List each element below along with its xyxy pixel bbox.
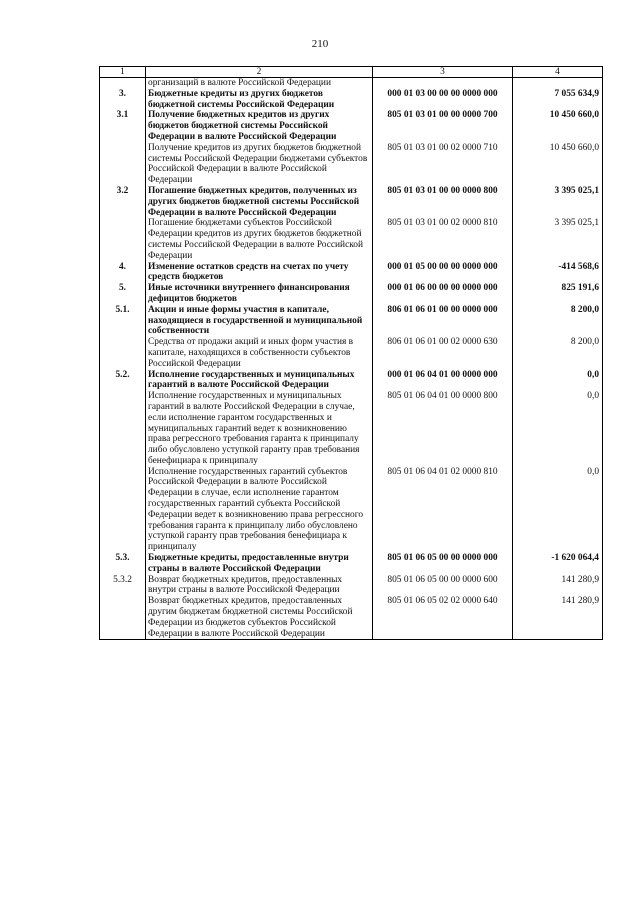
row-number-cell: 4. (100, 262, 146, 284)
row-number-cell: 5. (100, 283, 146, 305)
row-amount-cell: 8 200,0 (513, 337, 603, 369)
table-row (100, 553, 603, 575)
row-code-cell: 805 01 06 04 01 00 0000 800 (373, 391, 513, 467)
row-name-cell: Исполнение государственных и муниципальных гарантий в валюте Российской Федерации (146, 370, 373, 392)
row-name-cell: Бюджетные кредиты, предоставленные внутри страны в валюте Российской Федерации (146, 553, 373, 575)
table-row (100, 218, 603, 261)
row-amount-cell: -1 620 064,4 (513, 553, 603, 575)
row-amount-cell: 0,0 (513, 370, 603, 392)
table-row (100, 143, 603, 186)
row-number-cell (100, 596, 146, 640)
table-row (100, 89, 603, 111)
row-code-cell: 805 01 06 05 00 00 0000 000 (373, 553, 513, 575)
row-name-cell: Погашение бюджетных кредитов, полученных из других бюджетов бюджетной системы Российской Федерации в валюте Российской Федерации (146, 186, 373, 218)
row-number-cell (100, 391, 146, 467)
row-amount-cell: 10 450 660,0 (513, 110, 603, 142)
table-row (100, 305, 603, 337)
row-amount-cell: -414 568,6 (513, 262, 603, 284)
row-amount-cell: 141 280,9 (513, 575, 603, 597)
header-col-2: 2 (146, 67, 373, 78)
row-name-cell: Изменение остатков средств на счетах по учету средств бюджетов (146, 262, 373, 284)
row-name-cell: Исполнение государственных гарантий субъектов Российской Федерации в валюте Российской Федерации в случае, если исполнение гарантом государственных гарантий субъекта Российской Федерации ведет к возникновению права регрессного требования гаранта к принципалу либо обусловлено уступкой гаранту прав требования бенефициара к принципалу (146, 467, 373, 553)
row-code-cell: 806 01 06 01 00 02 0000 630 (373, 337, 513, 369)
row-number-cell (100, 78, 146, 89)
row-name-cell: Возврат бюджетных кредитов, предоставленных внутри страны в валюте Российской Федерации (146, 575, 373, 597)
table-body (100, 78, 603, 640)
row-amount-cell: 7 055 634,9 (513, 89, 603, 111)
row-amount-cell: 141 280,9 (513, 596, 603, 640)
row-amount-cell (513, 78, 603, 89)
row-code-cell: 000 01 06 00 00 00 0000 000 (373, 283, 513, 305)
row-amount-cell: 8 200,0 (513, 305, 603, 337)
row-amount-cell: 825 191,6 (513, 283, 603, 305)
row-name-cell: Акции и иные формы участия в капитале, находящиеся в государственной и муниципальной собственности (146, 305, 373, 337)
table-row (100, 370, 603, 392)
table-row (100, 262, 603, 284)
row-number-cell (100, 337, 146, 369)
budget-sources-table (99, 66, 603, 640)
row-name-cell: организаций в валюте Российской Федерации (146, 78, 373, 89)
row-code-cell: 806 01 06 01 00 00 0000 000 (373, 305, 513, 337)
header-col-3: 3 (373, 67, 513, 78)
row-code-cell: 805 01 06 04 01 02 0000 810 (373, 467, 513, 553)
row-name-cell: Исполнение государственных и муниципальных гарантий в валюте Российской Федерации в случае, если исполнение гарантом государственных и муниципальных гарантий ведет к возникновению права регрессного требования гаранта к принципалу либо обусловлено уступкой гаранту прав требования бенефициара к принципалу (146, 391, 373, 467)
row-number-cell: 5.2. (100, 370, 146, 392)
row-amount-cell: 3 395 025,1 (513, 218, 603, 261)
table-row (100, 110, 603, 142)
row-name-cell: Средства от продажи акций и иных форм участия в капитале, находящихся в собственности субъектов Российской Федерации (146, 337, 373, 369)
row-number-cell (100, 467, 146, 553)
row-number-cell (100, 218, 146, 261)
page-number: 210 (311, 38, 329, 50)
header-col-1: 1 (100, 67, 146, 78)
row-number-cell: 5.3. (100, 553, 146, 575)
row-number-cell: 3. (100, 89, 146, 111)
row-code-cell: 805 01 03 01 00 02 0000 710 (373, 143, 513, 186)
row-name-cell: Получение бюджетных кредитов из других бюджетов бюджетной системы Российской Федерации в валюте Российской Федерации (146, 110, 373, 142)
row-code-cell: 000 01 03 00 00 00 0000 000 (373, 89, 513, 111)
header-col-4: 4 (513, 67, 603, 78)
row-code-cell: 000 01 05 00 00 00 0000 000 (373, 262, 513, 284)
table-row (100, 596, 603, 640)
row-number-cell: 5.3.2 (100, 575, 146, 597)
row-code-cell: 805 01 03 01 00 00 0000 800 (373, 186, 513, 218)
table-row (100, 78, 603, 89)
row-code-cell (373, 78, 513, 89)
row-amount-cell: 0,0 (513, 467, 603, 553)
row-amount-cell: 10 450 660,0 (513, 143, 603, 186)
row-name-cell: Получение кредитов из других бюджетов бюджетной системы Российской Федерации бюджетами субъектов Российской Федерации в валюте Российской Федерации (146, 143, 373, 186)
row-number-cell: 3.1 (100, 110, 146, 142)
table-header (100, 67, 603, 78)
table-row (100, 575, 603, 597)
table-row (100, 283, 603, 305)
row-name-cell: Возврат бюджетных кредитов, предоставленных другим бюджетам бюджетной системы Российской Федерации из бюджетов субъектов Российской Федерации в валюте Российской Федерации (146, 596, 373, 640)
table-row (100, 391, 603, 467)
row-code-cell: 805 01 03 01 00 00 0000 700 (373, 110, 513, 142)
table-row (100, 467, 603, 553)
row-name-cell: Бюджетные кредиты из других бюджетов бюджетной системы Российской Федерации (146, 89, 373, 111)
row-code-cell: 805 01 06 05 00 00 0000 600 (373, 575, 513, 597)
row-amount-cell: 3 395 025,1 (513, 186, 603, 218)
row-code-cell: 000 01 06 04 01 00 0000 000 (373, 370, 513, 392)
row-amount-cell: 0,0 (513, 391, 603, 467)
table-row (100, 186, 603, 218)
row-number-cell (100, 143, 146, 186)
row-number-cell: 3.2 (100, 186, 146, 218)
row-code-cell: 805 01 03 01 00 02 0000 810 (373, 218, 513, 261)
row-name-cell: Погашение бюджетами субъектов Российской Федерации кредитов из других бюджетов бюджетной системы Российской Федерации в валюте Российской Федерации (146, 218, 373, 261)
row-name-cell: Иные источники внутреннего финансирования дефицитов бюджетов (146, 283, 373, 305)
row-number-cell: 5.1. (100, 305, 146, 337)
row-code-cell: 805 01 06 05 02 02 0000 640 (373, 596, 513, 640)
table-row (100, 337, 603, 369)
